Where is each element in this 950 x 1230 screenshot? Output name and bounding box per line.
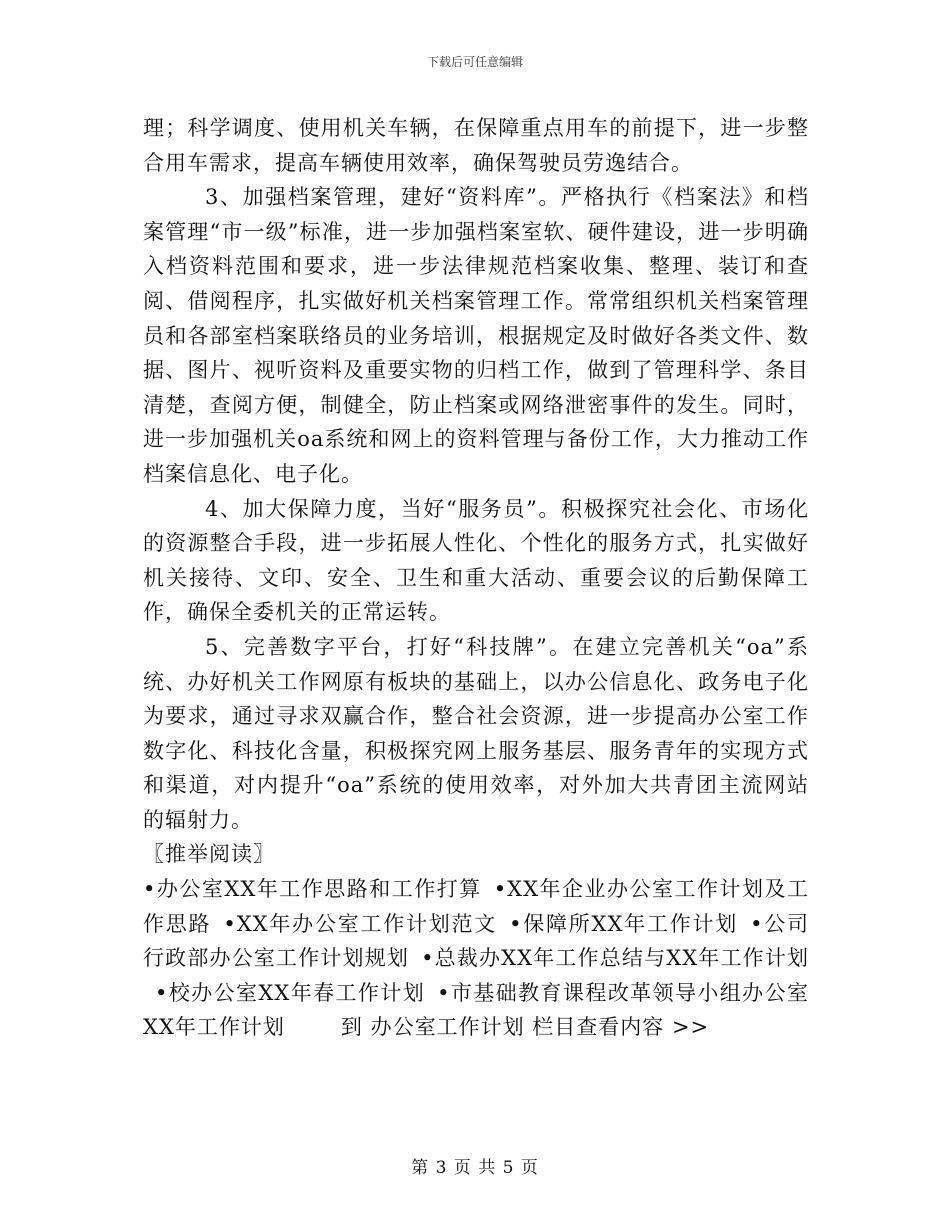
reading-link[interactable]: •XX年企业办公室工作计划及工作思路 [143,877,809,936]
category-link[interactable]: 办公室工作计划 [370,1015,525,1040]
body-paragraph: 4、加大保障力度，当好“服务员”。积极探究社会化、市场化的资源整合手段，进一步拓展人性化、个性化的服务方式，扎实做好机关接待、文印、安全、卫生和重大活动、重要会议的后勤保障工作，确保全委机关的正常运转。 [143,496,809,625]
recommended-reading-list [143,872,809,1045]
body-paragraph: 3、加强档案管理，建好“资料库”。严格执行《档案法》和档案管理“市一级”标准，进一步加强档案室软、硬件建设，进一步明确入档资料范围和要求，进一步法律规范档案收集、整理、装订和查阅、借阅程序，扎实做好机关档案管理工作。常常组织机关档案管理员和各部室档案联络员的业务培训，根据规定及时做好各类文件、数据、图片、视听资料及重要实物的归档工作，做到了管理科学、条目清楚，查阅方便，制健全，防止档案或网络泄密事件的发生。同时，进一步加强机关oa系统和网上的资料管理与备份工作，大力推动工作档案信息化、电子化。 [143,185,809,486]
reading-link[interactable]: •XX年办公室工作计划范文 [223,911,498,936]
body-paragraph: 5、完善数字平台，打好“科技牌”。在建立完善机关“oa”系统、办好机关工作网原有板块的基础上，以办公信息化、政务电子化为要求，通过寻求双赢合作，整合社会资源，进一步提高办公室工作数字化、科技化含量，积极探究网上服务基层、服务青年的实现方式和渠道，对内提升“oa”系统的使用效率，对外加大共青团主流网站的辐射力。 [143,634,809,832]
document-body [143,111,809,1045]
page-number: 第 3 页 共 5 页 [411,1158,539,1178]
recommended-reading-heading: 〖推举阅读〗 [143,842,275,867]
reading-link[interactable]: •市基础教育课程改革领导小组办公室XX年工作计划 [143,980,809,1040]
more-prefix: 到 [340,1015,363,1040]
page-header: 下载后可任意编辑 [426,55,523,69]
reading-link[interactable]: •保障所XX年工作计划 [509,911,739,936]
body-paragraph: 理；科学调度、使用机关车辆，在保障重点用车的前提下，进一步整合用车需求，提高车辆使用效率，确保驾驶员劳逸结合。 [143,116,809,175]
more-suffix: 栏目查看内容 >> [532,1015,710,1040]
reading-link[interactable]: •总裁办XX年工作总结与XX年工作计划 [421,946,809,971]
reading-link[interactable]: •公司行政部办公室工作计划规划 [143,911,810,971]
reading-link[interactable]: •校办公室XX年春工作计划 [155,980,426,1005]
reading-link[interactable]: •办公室XX年工作思路和工作打算 [143,877,482,902]
